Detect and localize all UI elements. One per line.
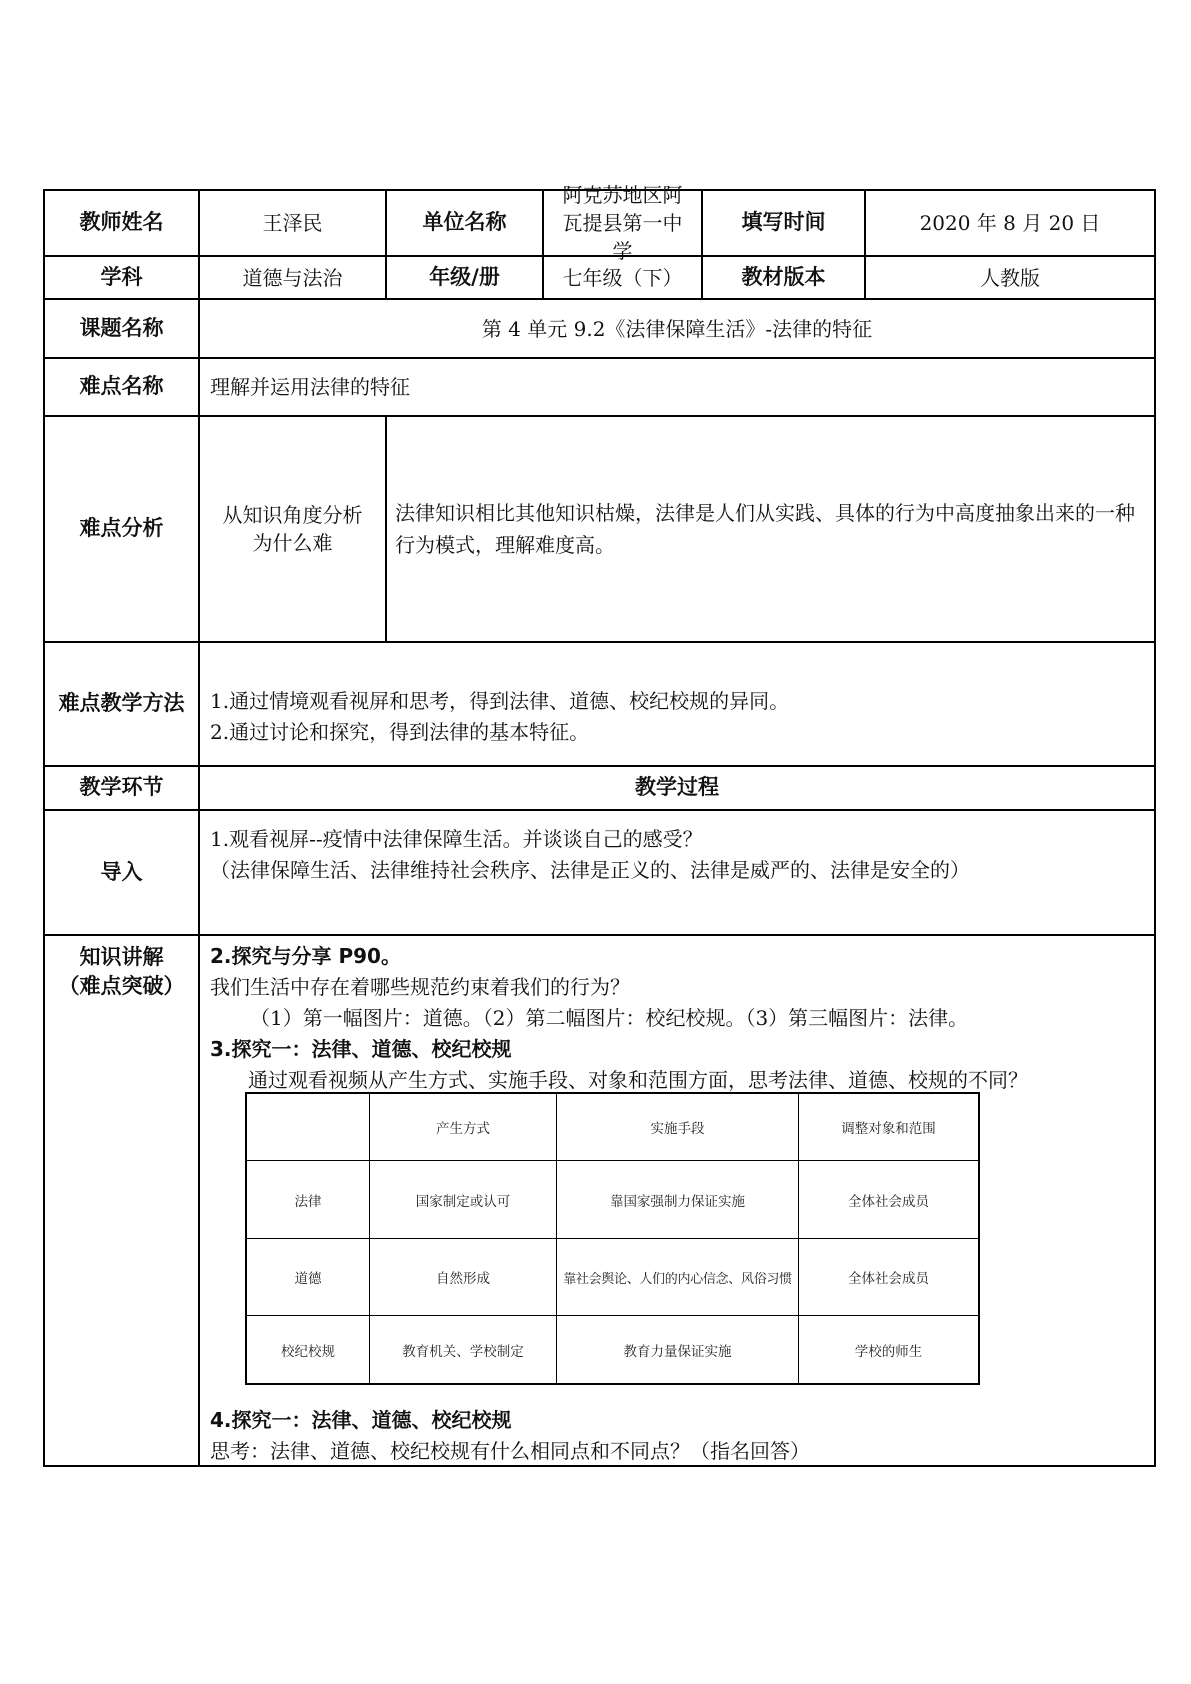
section-question: 我们生活中存在着哪些规范约束着我们的行为？ <box>210 975 630 999</box>
edition-label: 教材版本 <box>741 264 826 289</box>
section-heading: 2.探究与分享 P90。 <box>210 944 401 968</box>
table-cell: 靠国家强制力保证实施 <box>610 1193 745 1210</box>
table-cell: 国家制定或认可 <box>415 1193 511 1210</box>
table-cell: 全体社会成员 <box>848 1271 929 1287</box>
table-header-cell: 调整对象和范围 <box>841 1121 936 1137</box>
teacher-label: 教师姓名 <box>79 210 164 235</box>
unit-name: 阿克苏地区阿瓦提县第一中学 <box>562 183 683 263</box>
section-question: 思考：法律、道德、校纪校规有什么相同点和不同点？（指名回答） <box>210 1439 810 1463</box>
grade-label: 年级/册 <box>429 264 500 289</box>
table-cell: 全体社会成员 <box>848 1193 929 1210</box>
col-divider <box>385 415 387 641</box>
section-heading: 4.探究一：法律、道德、校纪校规 <box>210 1408 512 1432</box>
unit-label: 单位名称 <box>422 210 507 235</box>
section-question: 通过观看视频从产生方式、实施手段、对象和范围方面，思考法律、道德、校规的不同？ <box>248 1068 1028 1092</box>
knowledge-label-line: 知识讲解 <box>79 945 164 969</box>
table-header-cell: 实施手段 <box>650 1121 705 1137</box>
difficulty-value: 理解并运用法律的特征 <box>210 375 410 399</box>
table-cell: 自然形成 <box>436 1271 490 1287</box>
table-cell: 靠社会舆论、人们的内心信念、风俗习惯 <box>563 1271 792 1287</box>
knowledge-content <box>210 941 1150 1096</box>
knowledge-label <box>45 943 198 1002</box>
comparison-table <box>245 1092 980 1385</box>
table-cell: 校纪校规 <box>281 1343 335 1360</box>
section-answer: （1）第一幅图片：道德。（2）第二幅图片：校纪校规。（3）第三幅图片：法律。 <box>250 1006 969 1030</box>
table-cell: 道德 <box>294 1271 322 1287</box>
section-heading: 3.探究一：法律、道德、校纪校规 <box>210 1037 512 1061</box>
process-header-value: 教学过程 <box>635 775 719 800</box>
method-text <box>210 686 1150 748</box>
method-line: 1.通过情境观看视屏和思考，得到法律、道德、校纪校规的异同。 <box>210 689 790 713</box>
analysis-text: 法律知识相比其他知识枯燥，法律是人们从实践、具体的行为中高度抽象出来的一种行为模式，理解难度高。 <box>395 501 1135 557</box>
date-label: 填写时间 <box>741 210 826 235</box>
method-line: 2.通过讨论和探究，得到法律的基本特征。 <box>210 720 590 744</box>
analysis-sub-label: 从知识角度分析为什么难 <box>222 503 363 555</box>
grade-value: 七年级（下） <box>562 265 683 290</box>
subject-value: 道德与法治 <box>242 265 343 290</box>
knowledge-label-line: （难点突破） <box>58 974 185 999</box>
topic-label: 课题名称 <box>79 315 164 340</box>
table-cell: 学校的师生 <box>854 1343 923 1360</box>
table-cell: 教育力量保证实施 <box>623 1343 732 1360</box>
topic-value: 第 4 单元 9.2《法律保障生活》-法律的特征 <box>481 316 873 341</box>
intro-line: 1.观看视屏--疫情中法律保障生活。并谈谈自己的感受？ <box>210 827 703 851</box>
method-label: 难点教学方法 <box>58 691 185 716</box>
table-cell: 教育机关、学校制定 <box>402 1343 524 1360</box>
edition-value: 人教版 <box>980 265 1040 290</box>
analysis-label: 难点分析 <box>79 516 164 541</box>
intro-line: （法律保障生活、法律维持社会秩序、法律是正义的、法律是威严的、法律是安全的） <box>210 858 970 882</box>
difficulty-label: 难点名称 <box>79 374 164 399</box>
col-divider <box>198 191 200 1465</box>
intro-text <box>210 824 1150 886</box>
intro-label: 导入 <box>100 859 143 884</box>
subject-label: 学科 <box>100 264 143 289</box>
row-divider <box>45 809 1154 811</box>
knowledge-content-lower <box>210 1405 1150 1467</box>
table-cell: 法律 <box>294 1193 322 1210</box>
fill-date: 2020 年 8 月 20 日 <box>919 211 1101 235</box>
table-header-cell: 产生方式 <box>436 1121 490 1137</box>
teacher-name: 王泽民 <box>262 211 323 235</box>
row-divider <box>45 641 1154 643</box>
row-divider <box>45 934 1154 936</box>
process-header-label: 教学环节 <box>79 775 164 800</box>
